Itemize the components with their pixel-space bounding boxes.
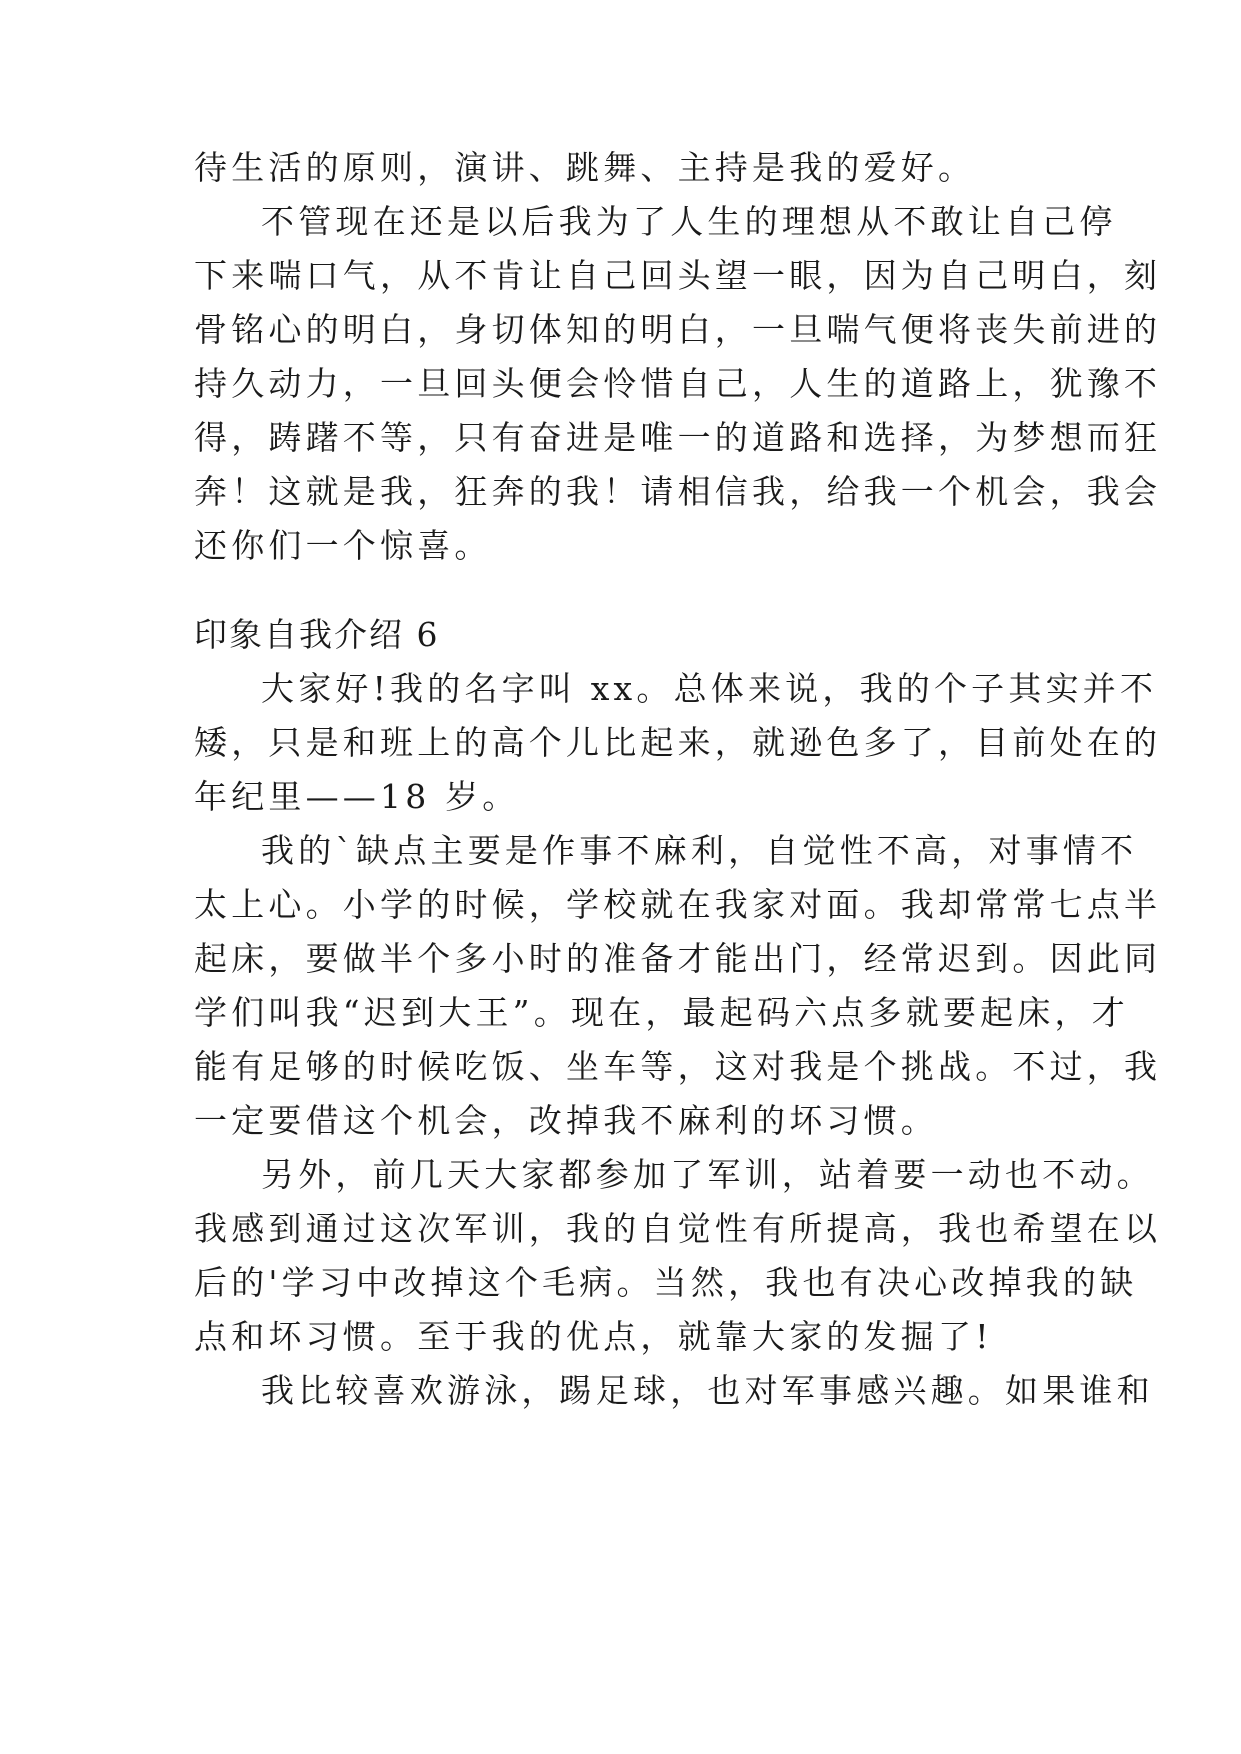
paragraph-start: 我比较喜欢游泳，踢足球，也对军事感兴趣。如果谁和 — [261, 1371, 1154, 1410]
text-line: 下来喘口气，从不肯让自己回头望一眼，因为自己明白，刻 — [194, 256, 1162, 295]
text-line: 得，踌躇不等，只有奋进是唯一的道路和选择，为梦想而狂 — [194, 418, 1162, 457]
section-heading: 印象自我介绍 6 — [194, 615, 440, 654]
text-line: 待生活的原则，演讲、跳舞、主持是我的爱好。 — [194, 148, 976, 187]
text-line: 后的'学习中改掉这个毛病。当然，我也有决心改掉我的缺 — [194, 1263, 1138, 1302]
paragraph-start: 不管现在还是以后我为了人生的理想从不敢让自己停 — [261, 202, 1117, 241]
text-line: 还你们一个惊喜。 — [194, 526, 492, 565]
paragraph-start: 我的`缺点主要是作事不麻利，自觉性不高，对事情不 — [261, 831, 1138, 870]
text-line: 持久动力，一旦回头便会怜惜自己，人生的道路上，犹豫不 — [194, 364, 1162, 403]
text-line: 年纪里——18 岁。 — [194, 777, 520, 816]
text-line: 矮，只是和班上的高个儿比起来，就逊色多了，目前处在的 — [194, 723, 1162, 762]
text-line: 太上心。小学的时候，学校就在我家对面。我却常常七点半 — [194, 885, 1162, 924]
paragraph-start: 另外，前几天大家都参加了军训，站着要一动也不动。 — [261, 1155, 1154, 1194]
text-line: 我感到通过这次军训，我的自觉性有所提高，我也希望在以 — [194, 1209, 1162, 1248]
text-line: 奔！这就是我，狂奔的我！请相信我，给我一个机会，我会 — [194, 472, 1162, 511]
text-line: 骨铭心的明白，身切体知的明白，一旦喘气便将丧失前进的 — [194, 310, 1162, 349]
text-line: 起床，要做半个多小时的准备才能出门，经常迟到。因此同 — [194, 939, 1162, 978]
text-line: 学们叫我“迟到大王”。现在，最起码六点多就要起床，才 — [194, 993, 1129, 1032]
text-line: 能有足够的时候吃饭、坐车等，这对我是个挑战。不过，我 — [194, 1047, 1162, 1086]
text-line: 点和坏习惯。至于我的优点，就靠大家的发掘了! — [194, 1317, 993, 1356]
text-line: 一定要借这个机会，改掉我不麻利的坏习惯。 — [194, 1101, 938, 1140]
paragraph-start: 大家好!我的名字叫 xx。总体来说，我的个子其实并不 — [261, 669, 1158, 708]
